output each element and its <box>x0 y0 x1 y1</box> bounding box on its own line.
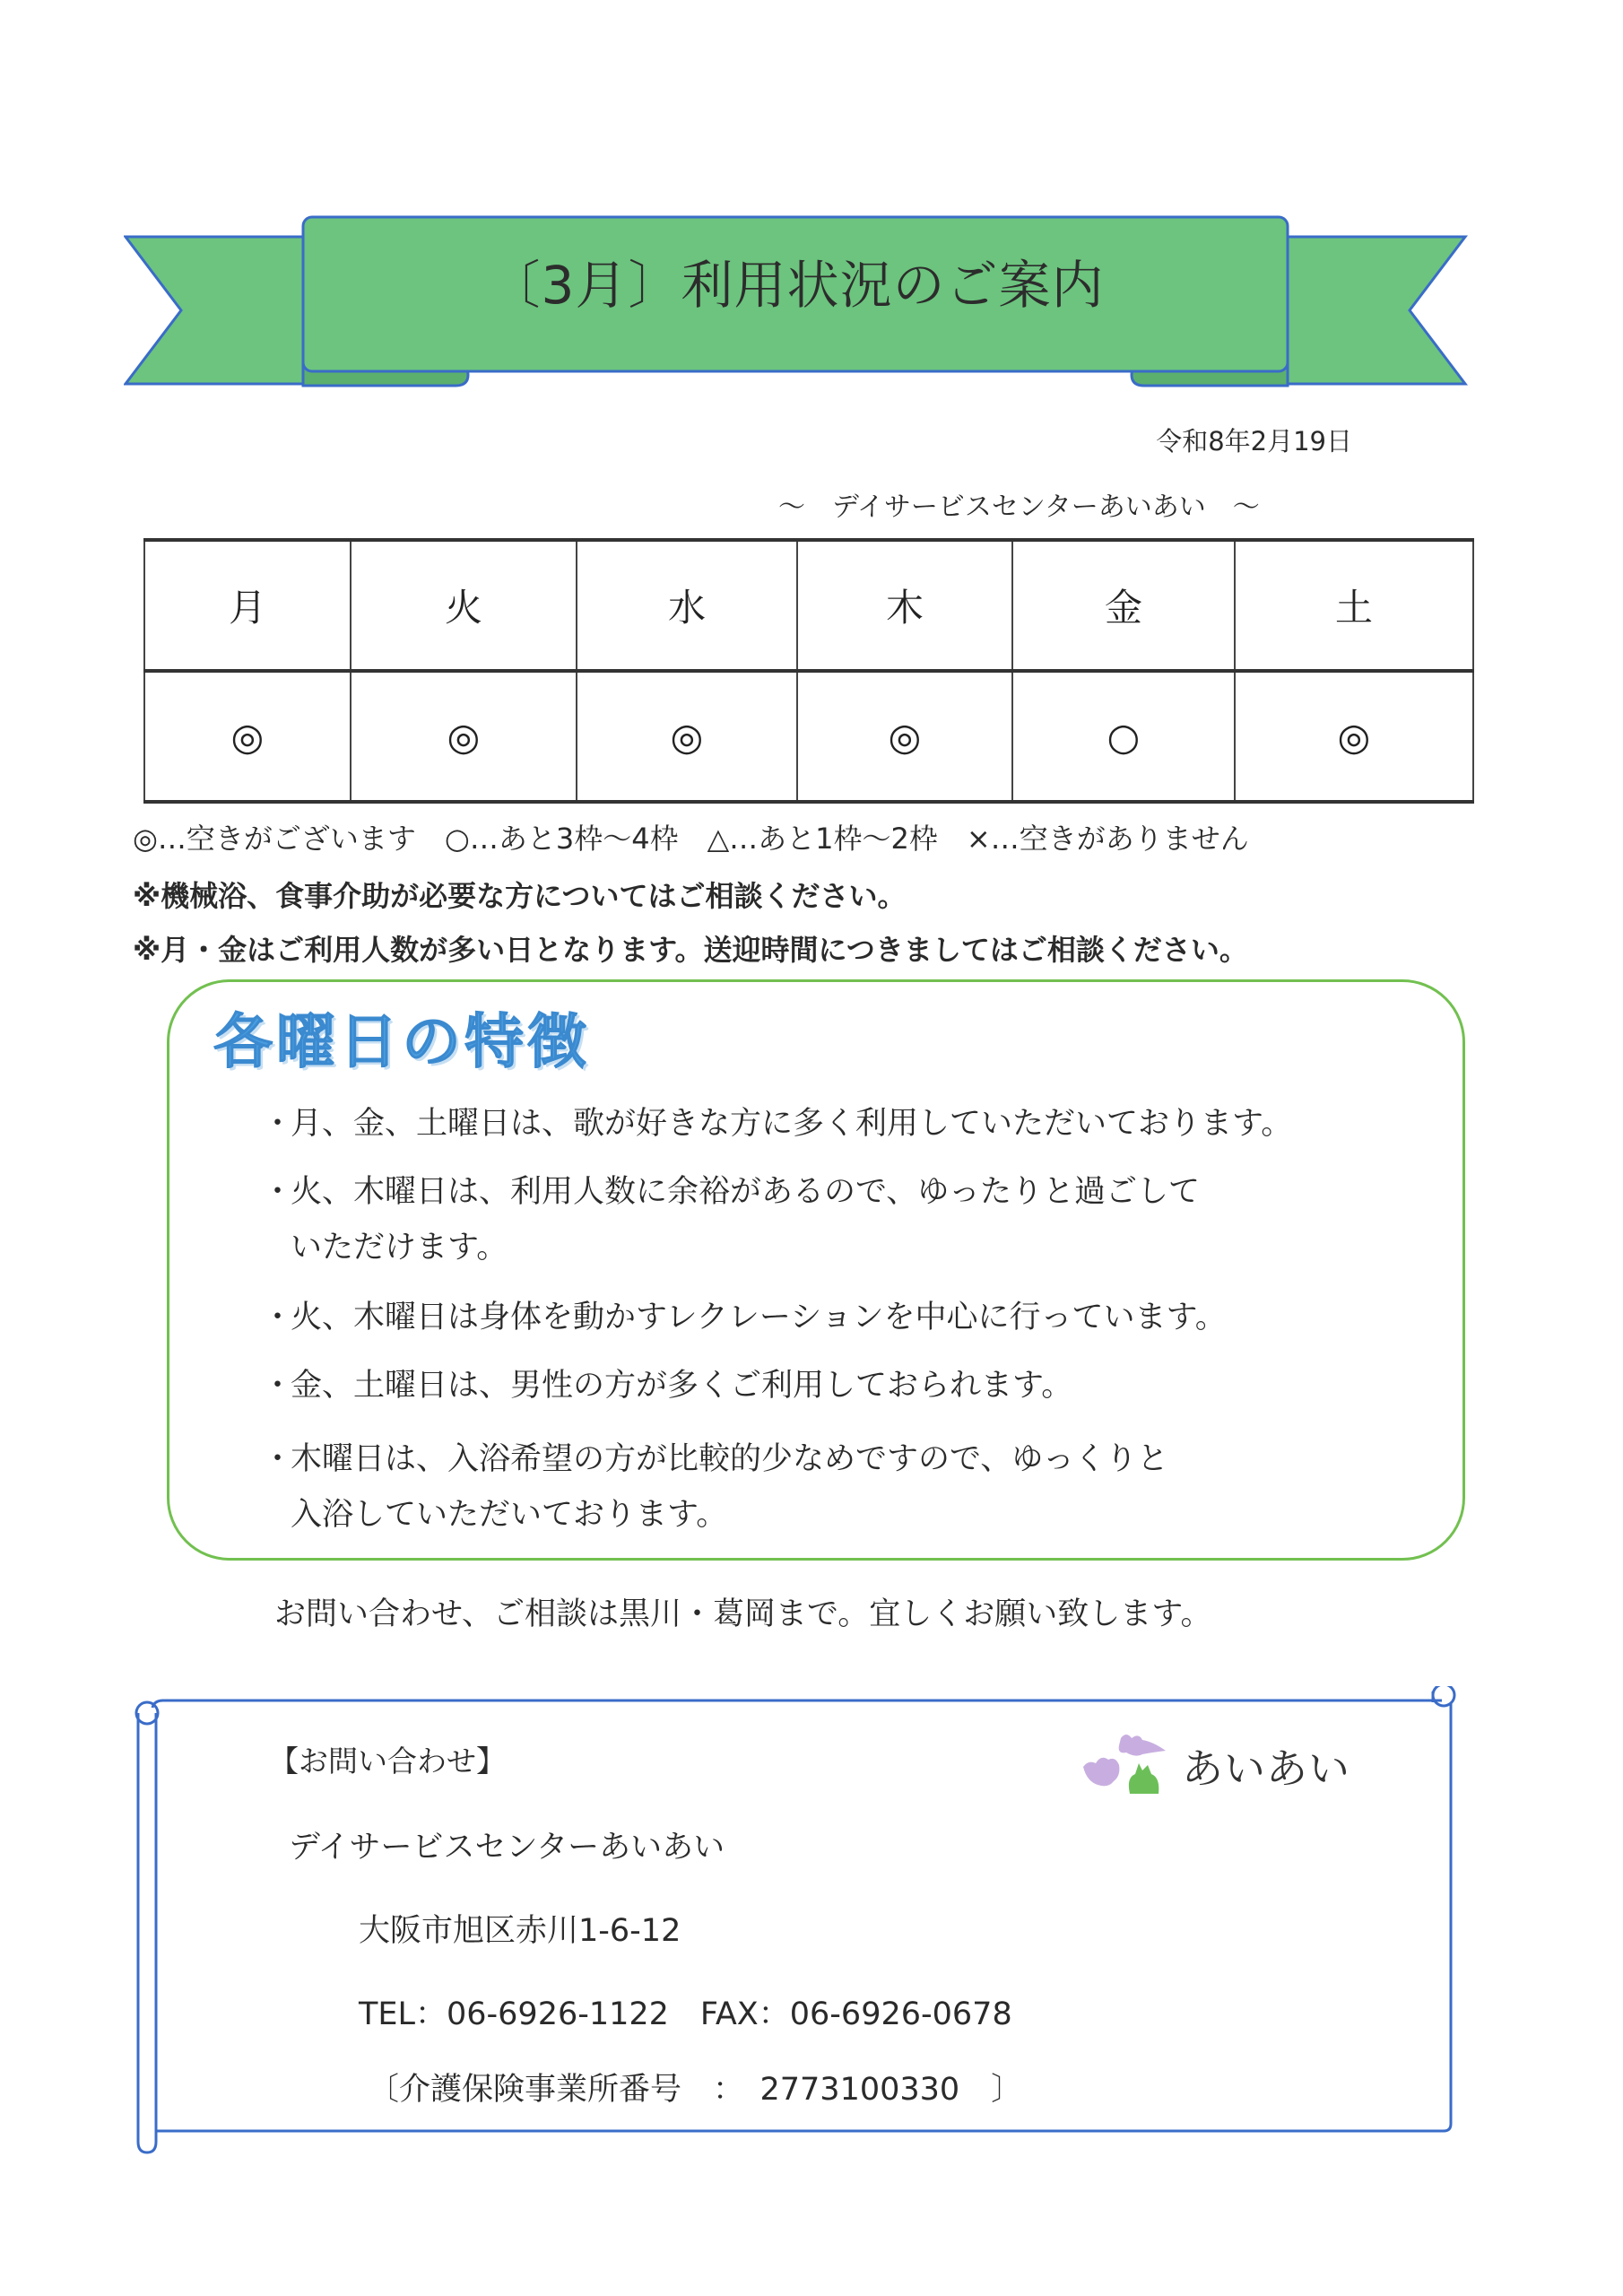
feature-text: 月、金、土曜日は、歌が好きな方に多く利用していただいております。 <box>291 1106 1293 1142</box>
feature-item <box>262 1164 1200 1275</box>
logo-text: あいあい <box>1182 1744 1350 1793</box>
feature-text-continued: いただけます。 <box>291 1230 508 1265</box>
availability-mark: ◎ <box>351 671 577 802</box>
bullet-icon: ・ <box>262 1300 294 1335</box>
feature-item <box>262 1096 1292 1152</box>
availability-mark: ◎ <box>144 671 351 802</box>
availability-mark: ◎ <box>797 671 1012 802</box>
availability-mark: ◎ <box>577 671 797 802</box>
feature-item <box>262 1431 1168 1543</box>
availability-row <box>144 671 1473 802</box>
feature-text: 火、木曜日は、利用人数に余裕があるので、ゆったりと過ごして <box>291 1174 1200 1210</box>
logo-cloud-hill-icon <box>1076 1729 1184 1801</box>
day-header: 金 <box>1012 540 1235 671</box>
day-header: 土 <box>1235 540 1473 671</box>
availability-mark: ○ <box>1012 671 1235 802</box>
features-title: 各曜日の特徴 <box>213 1007 590 1076</box>
bullet-icon: ・ <box>262 1106 294 1142</box>
center-name-subtitle: ～ デイサービスセンターあいあい ～ <box>778 491 1260 523</box>
availability-legend: ◎…空きがございます ○…あと3枠～4枠 △…あと1枠～2枠 ×…空きがありません <box>133 822 1249 856</box>
feature-item <box>262 1290 1227 1345</box>
day-header: 火 <box>351 540 577 671</box>
contact-facility-name: デイサービスセンターあいあい <box>289 1830 725 1866</box>
contact-heading: 【お問い合わせ】 <box>269 1744 506 1779</box>
bullet-icon: ・ <box>262 1441 294 1477</box>
feature-text-continued: 入浴していただいております。 <box>291 1497 728 1533</box>
availability-mark: ◎ <box>1235 671 1473 802</box>
day-header: 水 <box>577 540 797 671</box>
bullet-icon: ・ <box>262 1368 294 1404</box>
feature-text: 木曜日は、入浴希望の方が比較的少なめですので、ゆっくりと <box>291 1441 1168 1477</box>
note-busy-days: ※月・金はご利用人数が多い日となります。送迎時間につきましてはご相談ください。 <box>133 933 1248 967</box>
day-header: 月 <box>144 540 351 671</box>
contact-license-number: 〔介護保険事業所番号 ： 2773100330 〕 <box>368 2072 1023 2108</box>
feature-text: 金、土曜日は、男性の方が多くご利用しておられます。 <box>291 1368 1073 1404</box>
page-title: 〔3月〕利用状況のご案内 <box>488 255 1105 316</box>
day-header: 木 <box>797 540 1012 671</box>
title-banner <box>124 213 1469 402</box>
feature-item <box>262 1358 1072 1413</box>
closing-message: お問い合わせ、ご相談は黒川・葛岡まで。宜しくお願い致します。 <box>274 1596 1212 1632</box>
availability-table <box>143 538 1474 804</box>
aiai-logo <box>1076 1729 1363 1801</box>
day-header-row <box>144 540 1473 671</box>
bullet-icon: ・ <box>262 1174 294 1210</box>
feature-text: 火、木曜日は身体を動かすレクレーションを中心に行っています。 <box>291 1300 1227 1335</box>
contact-phone-fax: TEL：06-6926-1122 FAX：06-6926-0678 <box>359 1996 1012 2032</box>
note-bathing: ※機械浴、食事介助が必要な方についてはご相談ください。 <box>133 879 907 913</box>
contact-address: 大阪市旭区赤川1-6-12 <box>359 1913 681 1949</box>
issue-date: 令和8年2月19日 <box>1156 426 1352 457</box>
